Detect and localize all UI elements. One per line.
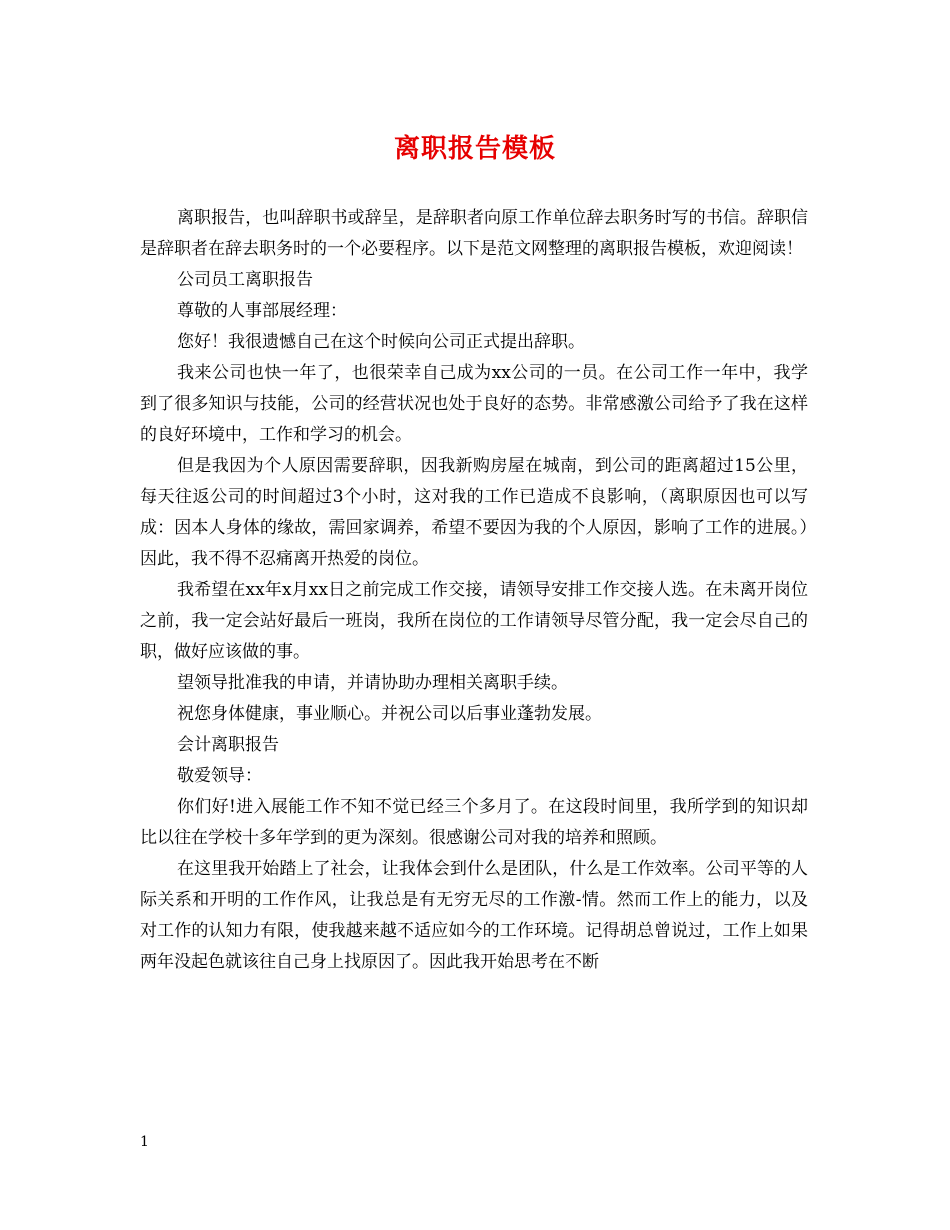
document-title: 离职报告模板 bbox=[393, 134, 556, 164]
paragraph-intro: 离职报告，也叫辞职书或辞呈，是辞职者向原工作单位辞去职务时写的书信。辞职信是辞职者在辞去职务时的一个必要程序。以下是范文网整理的离职报告模板，欢迎阅读！ bbox=[140, 208, 808, 259]
paragraph-wishes: 祝您身体健康，事业顺心。并祝公司以后事业蓬勃发展。 bbox=[177, 704, 602, 724]
paragraph-greeting: 您好！我很遗憾自己在这个时候向公司正式提出辞职。 bbox=[177, 332, 585, 352]
paragraph-reason: 但是我因为个人原因需要辞职，因我新购房屋在城南，到公司的距离超过15公里，每天往返公司的时间超过3个小时，这对我的工作已造成不良影响，（离职原因也可以写成：因本人身体的缘故，需回家调养，希望不要因为我的个人原因，影响了工作的进展。）因此，我不得不忍痛离开热爱的岗位。 bbox=[140, 456, 808, 569]
heading-accounting-report: 会计离职报告 bbox=[177, 735, 279, 755]
paragraph-request: 望领导批准我的申请，并请协助办理相关离职手续。 bbox=[177, 673, 568, 693]
paragraph-one-year: 我来公司也快一年了，也很荣幸自己成为xx公司的一员。在公司工作一年中，我学到了很多知识与技能，公司的经营状况也处于良好的态势。非常感激公司给予了我在这样的良好环境中，工作和学习的机会。 bbox=[140, 363, 808, 445]
salutation-leader: 敬爱领导： bbox=[177, 766, 262, 786]
paragraph-three-months: 你们好!进入展能工作不知不觉已经三个多月了。在这段时间里，我所学到的知识却比以往在学校十多年学到的更为深刻。很感谢公司对我的培养和照顾。 bbox=[140, 797, 808, 848]
paragraph-society: 在这里我开始踏上了社会，让我体会到什么是团队，什么是工作效率。公司平等的人际关系和开明的工作作风，让我总是有无穷无尽的工作激-情。然而工作上的能力，以及对工作的认知力有限，使我越来越不适应如今的工作环境。记得胡总曾说过，工作上如果两年没起色就该往自己身上找原因了。因此我开始思考在不断 bbox=[140, 859, 808, 972]
salutation-hr-manager: 尊敬的人事部展经理： bbox=[177, 301, 347, 321]
paragraph-handover: 我希望在xx年x月xx日之前完成工作交接，请领导安排工作交接人选。在未离开岗位之前，我一定会站好最后一班岗，我所在岗位的工作请领导尽管分配，我一定会尽自己的职，做好应该做的事。 bbox=[140, 580, 808, 662]
page-number: 1 bbox=[140, 1134, 149, 1150]
heading-employee-report: 公司员工离职报告 bbox=[177, 270, 313, 290]
document-body bbox=[140, 203, 808, 978]
